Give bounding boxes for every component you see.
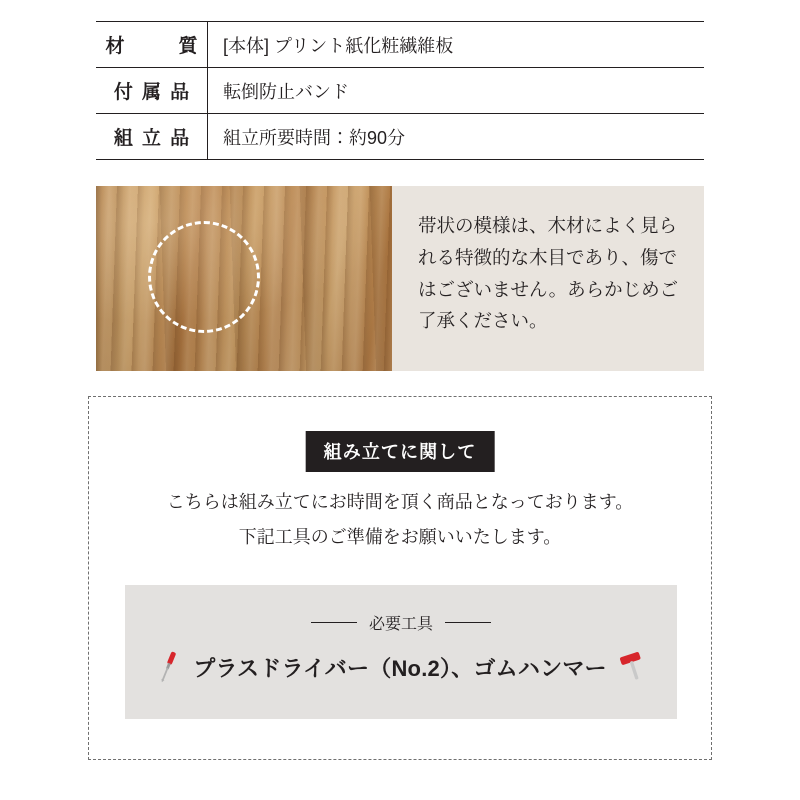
spec-table	[96, 21, 704, 160]
table-row	[96, 21, 704, 68]
spec-value-accessories: 転倒防止バンド	[223, 81, 349, 102]
spec-label-accessories: 付 属 品	[96, 68, 208, 113]
wood-photo	[96, 186, 392, 371]
heading-rule-left	[311, 622, 357, 623]
heading-rule-right	[445, 622, 491, 623]
required-tools-panel	[125, 585, 677, 719]
required-tools-heading	[125, 611, 677, 634]
spec-value-material: [本体] プリント紙化粧繊維板	[223, 35, 454, 56]
screwdriver-icon	[155, 650, 181, 684]
dashed-circle-highlight-icon	[148, 221, 260, 333]
assembly-description-line-1: こちらは組み立てにお時間を頂く商品となっております。	[166, 492, 634, 512]
wood-note-text: 帯状の模様は、木材によく見られる特徴的な木目であり、傷ではございません。あらかじめご了承ください。	[418, 215, 679, 332]
spec-value-assembly: 組立所要時間：約90分	[223, 127, 406, 148]
required-tools-heading-label: 必要工具	[368, 616, 433, 633]
wood-grain-note	[96, 186, 704, 371]
required-tools-label: プラスドライバー（No.2）、ゴムハンマー	[193, 655, 607, 681]
assembly-title: 組み立てに関して	[306, 431, 495, 472]
required-tools-row	[125, 650, 677, 684]
assembly-info-box	[88, 396, 712, 760]
spec-label-assembly: 組 立 品	[96, 114, 208, 159]
assembly-description	[89, 485, 711, 555]
rubber-hammer-icon	[619, 651, 647, 683]
table-row	[96, 114, 704, 160]
spec-label-material: 材 質	[96, 22, 208, 67]
assembly-description-line-2: 下記工具のご準備をお願いいたします。	[238, 527, 562, 548]
table-row	[96, 68, 704, 114]
